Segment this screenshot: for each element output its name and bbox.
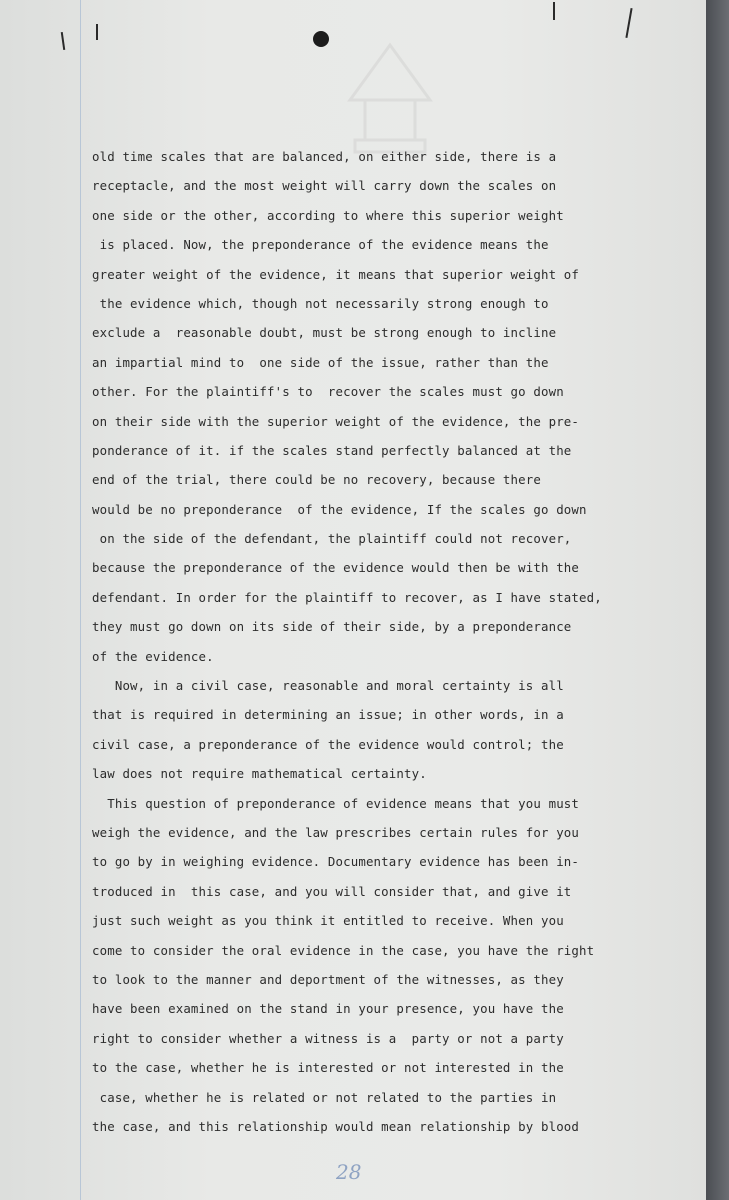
- text-line: old time scales that are balanced, on either side, there is a: [92, 149, 557, 164]
- text-line: one side or the other, according to where this superior weight: [92, 207, 564, 223]
- text-line: an impartial mind to one side of the issue, rather than the: [92, 354, 549, 370]
- punch-hole: [313, 31, 329, 47]
- text-line: that is required in determining an issue; in other words, in a: [92, 707, 564, 723]
- text-line: the case, and this relationship would mean relationship by blood: [92, 1118, 580, 1134]
- text-line: other. For the plaintiff's to recover the scales must go down: [92, 384, 564, 400]
- typed-text-body: [92, 142, 692, 1141]
- text-line: come to consider the oral evidence in the case, you have the right: [92, 942, 595, 958]
- text-line: receptacle, and the most weight will carry down the scales on: [92, 178, 557, 194]
- text-line: on the side of the defendant, the plaintiff could not recover,: [92, 531, 572, 547]
- staple-mark-left: [61, 32, 65, 50]
- text-line: just such weight as you think it entitled to receive. When you: [92, 913, 564, 929]
- text-line: troduced in this case, and you will consider that, and give it: [92, 883, 572, 899]
- text-line: case, whether he is related or not related to the parties in: [92, 1089, 557, 1105]
- page-number: 28: [336, 1160, 362, 1184]
- staple-mark-right: [553, 2, 555, 20]
- text-line: ponderance of it. if the scales stand perfectly balanced at the: [92, 442, 572, 458]
- text-line: is placed. Now, the preponderance of the evidence means the: [92, 237, 549, 253]
- text-line: weigh the evidence, and the law prescribes certain rules for you: [92, 824, 580, 840]
- background-edge: [706, 0, 729, 1200]
- text-line: Now, in a civil case, reasonable and moral certainty is all: [92, 678, 564, 694]
- text-line: This question of preponderance of evidence means that you must: [92, 795, 580, 811]
- text-line: civil case, a preponderance of the evidence would control; the: [92, 736, 564, 752]
- text-line: right to consider whether a witness is a party or not a party: [92, 1030, 564, 1046]
- text-line: they must go down on its side of their side, by a preponderance: [92, 619, 572, 635]
- text-line: to the case, whether he is interested or not interested in the: [92, 1060, 564, 1076]
- margin-rule: [80, 0, 81, 1200]
- staple-mark-right-2: [625, 8, 632, 38]
- text-line: would be no preponderance of the evidence, If the scales go down: [92, 501, 587, 517]
- text-line: exclude a reasonable doubt, must be strong enough to incline: [92, 325, 557, 341]
- text-line: on their side with the superior weight of the evidence, the pre-: [92, 413, 580, 429]
- text-line: the evidence which, though not necessarily strong enough to: [92, 295, 549, 311]
- text-line: defendant. In order for the plaintiff to recover, as I have stated,: [92, 589, 602, 605]
- text-line: have been examined on the stand in your presence, you have the: [92, 1001, 564, 1017]
- text-line: to look to the manner and deportment of the witnesses, as they: [92, 971, 564, 987]
- text-line: because the preponderance of the evidence would then be with the: [92, 560, 580, 576]
- staple-mark-left-2: [96, 24, 98, 40]
- text-line: to go by in weighing evidence. Documentary evidence has been in-: [92, 854, 580, 870]
- text-line: end of the trial, there could be no recovery, because there: [92, 472, 541, 488]
- text-line: of the evidence.: [92, 648, 214, 664]
- text-line: greater weight of the evidence, it means that superior weight of: [92, 266, 580, 282]
- text-line: law does not require mathematical certainty.: [92, 766, 427, 782]
